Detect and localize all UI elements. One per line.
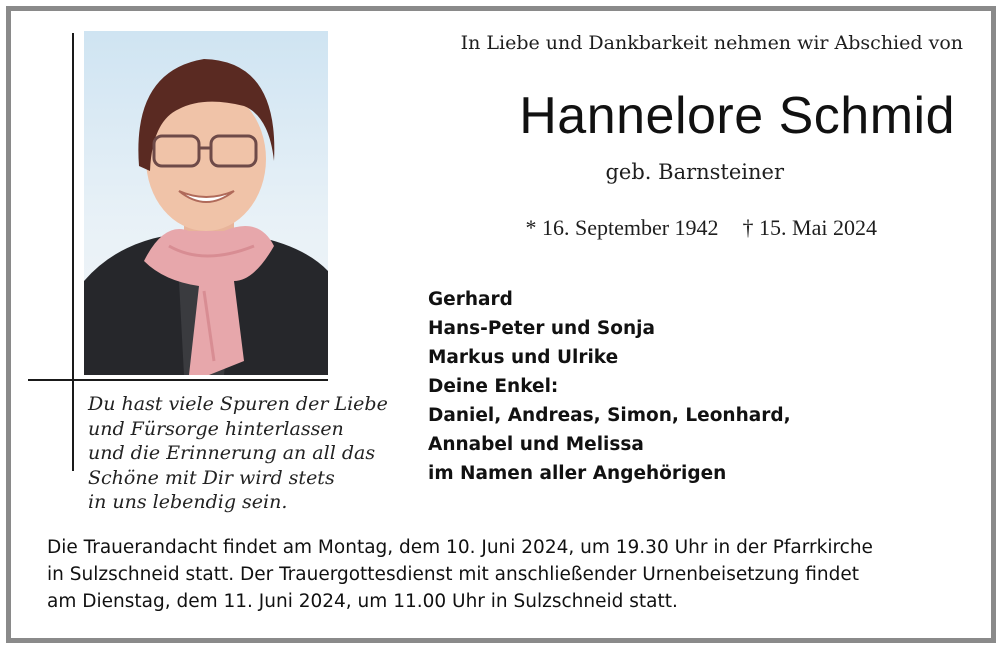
quote-line: und Fürsorge hinterlassen bbox=[88, 417, 344, 440]
mourner-line: Gerhard bbox=[428, 289, 513, 310]
mourner-line: Markus und Ulrike bbox=[428, 347, 619, 368]
maiden-name: geb. Barnsteiner bbox=[605, 160, 784, 184]
mourner-line: im Namen aller Angehörigen bbox=[428, 463, 727, 484]
memorial-quote bbox=[88, 392, 408, 515]
portrait-photo bbox=[84, 31, 328, 375]
cross-horizontal-bar bbox=[28, 379, 328, 381]
service-announcement bbox=[47, 534, 977, 615]
mourner-line: Annabel und Melissa bbox=[428, 434, 644, 455]
quote-line: Schöne mit Dir wird stets bbox=[88, 466, 335, 489]
life-dates bbox=[440, 215, 877, 241]
quote-line: und die Erinnerung an all das bbox=[88, 442, 376, 464]
quote-line: in uns lebendig sein. bbox=[88, 491, 288, 513]
service-line: Die Trauerandacht findet am Montag, dem 10. Juni 2024, um 19.30 Uhr in der Pfarrkirche bbox=[47, 537, 873, 558]
deceased-name: Hannelore Schmid bbox=[519, 87, 955, 145]
mourner-line: Daniel, Andreas, Simon, Leonhard, bbox=[428, 405, 791, 426]
mourner-line: Hans-Peter und Sonja bbox=[428, 318, 655, 339]
birth-date: * 16. September 1942 bbox=[525, 215, 719, 240]
cross-vertical-bar bbox=[72, 33, 74, 471]
mourner-line: Deine Enkel: bbox=[428, 376, 559, 397]
mourners-list bbox=[428, 285, 968, 488]
death-date: † 15. Mai 2024 bbox=[742, 215, 877, 240]
quote-line: Du hast viele Spuren der Liebe bbox=[88, 393, 388, 415]
intro-text: In Liebe und Dankbarkeit nehmen wir Abschied von bbox=[460, 32, 963, 54]
portrait-illustration bbox=[84, 31, 328, 375]
service-line: am Dienstag, dem 11. Juni 2024, um 11.00 Uhr in Sulzschneid statt. bbox=[47, 591, 678, 612]
service-line: in Sulzschneid statt. Der Trauergottesdienst mit anschließender Urnenbeisetzung findet bbox=[47, 564, 860, 585]
